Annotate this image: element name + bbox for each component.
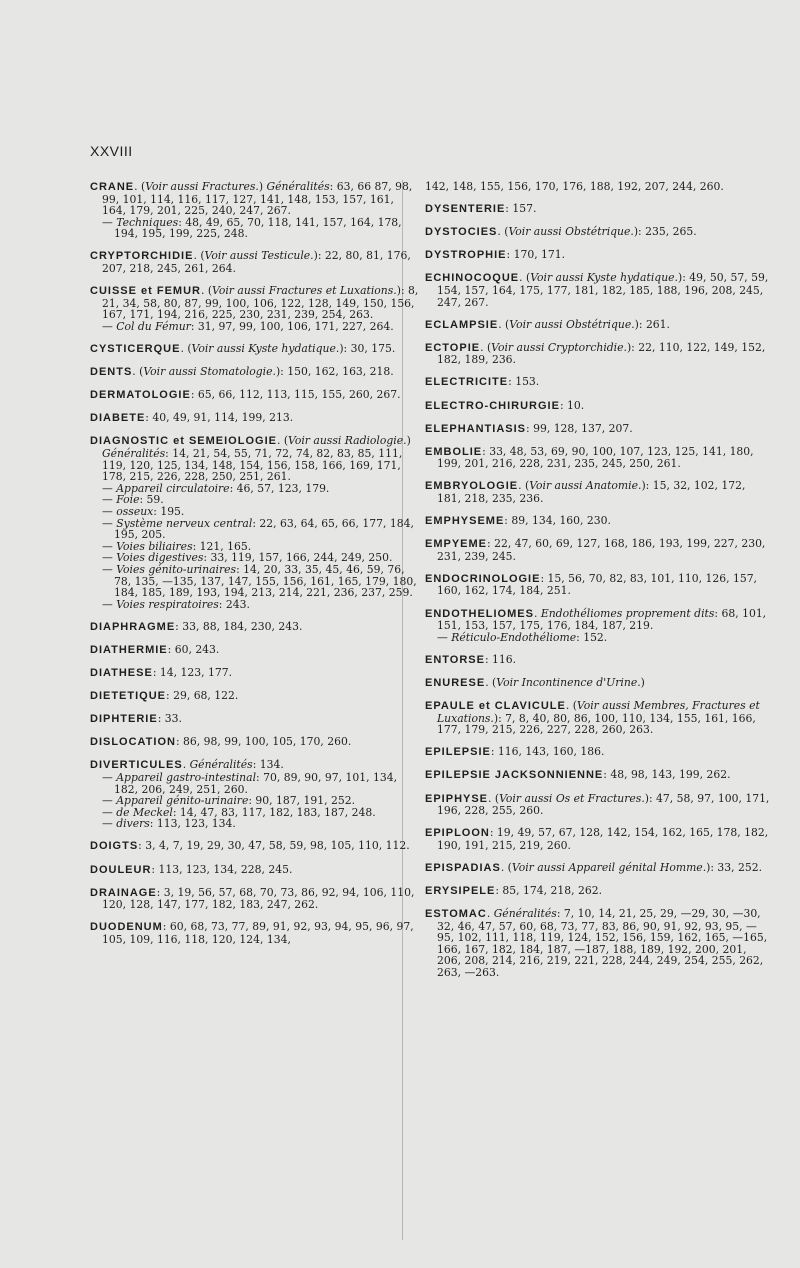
index-references: . (Voir aussi Fractures.) Généralités: 63, 66 87, 98, 99, 101, 114, 116, 117, 127, 141, 148, 153, 157, 161, 164, 179, 201, 225, 240, 247, 267. (102, 180, 413, 218)
index-references: : 48, 98, 143, 199, 262. (603, 768, 731, 782)
index-entry (425, 376, 770, 389)
index-references: . (Voir aussi Cryptorchidie.): 22, 110, 122, 149, 152, 182, 189, 236. (437, 340, 766, 367)
index-subentry: — Appareil génito-urinaire: 90, 187, 191, 252. (102, 794, 355, 808)
index-entry-main (425, 907, 770, 980)
index-entry (90, 389, 420, 402)
index-entry (90, 412, 420, 425)
index-headword: DYSENTERIE (425, 203, 506, 216)
index-references: . (Voir Incontinence d'Urine.) (485, 675, 645, 689)
index-headword: DIETETIQUE (90, 690, 167, 703)
index-references: : 19, 49, 57, 67, 128, 142, 154, 162, 165, 178, 182, 190, 191, 215, 219, 260. (437, 826, 769, 852)
index-subentry: — Voies génito-urinaires: 14, 20, 33, 35, 45, 46, 59, 76, 78, 135, —135, 137, 147, 155, 156, 161, 165, 179, 180, 184, 185, 189, 193, 194, 213, 214, 221, 236, 237, 259. (102, 562, 417, 600)
index-headword: CRYPTORCHIDIE (90, 250, 194, 263)
index-subentry: — osseux: 195. (102, 504, 185, 518)
index-headword: EPILEPSIE (425, 746, 491, 759)
index-entry (425, 908, 770, 979)
index-entry (90, 713, 420, 726)
index-headword: DIATHERMIE (90, 643, 168, 656)
index-entry (425, 203, 770, 216)
index-references: 142, 148, 155, 156, 170, 176, 188, 192, 207, 244, 260. (425, 180, 724, 193)
index-references: . Généralités: 7, 10, 14, 21, 25, 29, —29, 30, —30, 32, 46, 47, 57, 60, 68, 73, 77, 83, 86, 90, 91, 92, 93, 95, —95, 102, 111, 118, 119, 124, 152, 156, 159, 162, 165, —165, 166, 167, 182, 184, 187, —187, 188, 189, 192, 200, 201, 206, 208, 214, 216, 219, 221, 228, 244, 249, 254, 255, 262, 263, —263. (437, 907, 768, 980)
index-references: . Généralités: 134. (182, 758, 284, 772)
index-references: . (Voir aussi Os et Fractures.): 47, 58, 97, 100, 171, 196, 228, 255, 260. (437, 791, 770, 818)
index-references: . (Voir aussi Stomatologie.): 150, 162, 163, 218. (132, 365, 394, 379)
index-entry-main (425, 860, 770, 875)
index-entry (425, 319, 770, 332)
index-headword: DYSTROPHIE (425, 249, 507, 262)
index-entry (90, 250, 420, 274)
index-references: . (Voir aussi Kyste hydatique.): 49, 50, 57, 59, 154, 157, 164, 175, 177, 181, 182, 185, 188, 196, 208, 245, 247, 267. (437, 271, 769, 309)
index-entry (425, 181, 770, 193)
index-headword: DRAINAGE (90, 886, 157, 899)
index-entry (425, 480, 770, 504)
index-references: : 3, 19, 56, 57, 68, 70, 73, 86, 92, 94, 106, 110, 120, 128, 147, 177, 182, 183, 247, 262. (102, 885, 415, 912)
index-entry-main (90, 249, 420, 276)
index-subentry: — Appareil circulatoire: 46, 57, 123, 179. (102, 481, 330, 495)
index-entry-main (425, 514, 770, 528)
index-headword: EMPYEME (425, 538, 488, 551)
index-references: : 85, 174, 218, 262. (495, 883, 602, 897)
index-references: : 29, 68, 122. (166, 689, 239, 703)
index-references: : 113, 123, 134, 228, 245. (151, 862, 293, 876)
index-entry-main (425, 883, 770, 898)
index-entry-main (425, 826, 770, 852)
index-headword: ENTORSE (425, 653, 485, 666)
index-entry (425, 515, 770, 528)
index-references: : 33, 88, 184, 230, 243. (175, 619, 303, 633)
index-entry (425, 746, 770, 759)
index-subentry: — Voies respiratoires: 243. (102, 597, 250, 611)
column-divider (402, 180, 403, 1240)
index-entry-main (425, 791, 770, 818)
index-entry (90, 285, 420, 332)
index-entry-main (90, 839, 420, 853)
index-entry (425, 249, 770, 262)
index-entry-main (90, 666, 420, 680)
index-headword: EPISPADIAS (425, 861, 501, 874)
index-references: : 157. (505, 202, 537, 216)
index-headword: EPIPLOON (425, 827, 490, 840)
index-references: : 33. (157, 712, 182, 726)
index-headword: DENTS (90, 366, 133, 379)
index-subentry: — Techniques: 48, 49, 65, 70, 118, 141, 157, 164, 178, 194, 195, 199, 225, 248. (102, 215, 402, 241)
index-entry (425, 827, 770, 851)
index-references: . (Voir aussi Kyste hydatique.): 30, 175. (180, 342, 396, 356)
index-headword: DUODENUM (90, 921, 163, 934)
index-references: . (Voir aussi Testicule.): 22, 80, 81, 176, 207, 218, 245, 261, 264. (102, 249, 411, 276)
index-subentry: — Voies digestives: 33, 119, 157, 166, 244, 249, 250. (102, 551, 393, 565)
index-entry (90, 921, 420, 945)
index-entry-main (425, 479, 770, 505)
index-headword: DYSTOCIES (425, 226, 498, 239)
index-headword: DIPHTERIE (90, 713, 158, 726)
index-headword: EPILEPSIE JACKSONNIENNE (425, 769, 604, 782)
index-headword: EPIPHYSE (425, 792, 489, 805)
index-entry (425, 654, 770, 667)
index-entry (425, 400, 770, 413)
index-entry-main (90, 342, 420, 356)
index-entry-main (90, 411, 420, 425)
index-entry (90, 690, 420, 703)
index-entry (425, 885, 770, 898)
index-references: . (Voir aussi Obstétrique.): 261. (498, 317, 670, 331)
index-headword: ECTOPIE (425, 341, 481, 354)
index-entry-main (90, 689, 420, 703)
index-references: . (Voir aussi Obstétrique.): 235, 265. (497, 225, 697, 239)
index-headword: EMBRYOLOGIE (425, 480, 519, 493)
index-entry-main (425, 421, 770, 436)
index-entry-main (425, 271, 770, 309)
index-headword: ECHINOCOQUE (425, 272, 520, 285)
index-references: : 170, 171. (506, 248, 566, 262)
index-headword: ENDOTHELIOMES (425, 607, 534, 620)
index-headword: ENURESE (425, 676, 486, 689)
index-headword: DIVERTICULES (90, 759, 183, 772)
index-headword: DOIGTS (90, 840, 139, 853)
index-entry-main (90, 862, 420, 877)
index-entry (90, 366, 420, 379)
index-entry (90, 759, 420, 830)
index-references: : 116, 143, 160, 186. (490, 745, 605, 759)
index-entry-main (425, 652, 770, 667)
index-entry (425, 793, 770, 817)
index-entry (425, 226, 770, 239)
index-entry-main (425, 202, 770, 216)
index-references: : 99, 128, 137, 207. (526, 421, 633, 435)
index-entry (425, 423, 770, 436)
index-subentry: — de Meckel: 14, 47, 83, 117, 182, 183, 187, 248. (102, 805, 376, 819)
index-references: . (Voir aussi Appareil génital Homme.): 33, 252. (500, 860, 763, 874)
index-headword: EMPHYSEME (425, 515, 505, 528)
index-entry (425, 342, 770, 366)
index-entry-main (90, 434, 420, 484)
index-references: : 153. (508, 375, 540, 389)
index-entry (425, 608, 770, 644)
index-entry-main (425, 180, 770, 193)
index-entry-main (425, 340, 770, 367)
index-references: : 40, 49, 91, 114, 199, 213. (145, 411, 294, 425)
index-headword: CRANE (90, 181, 135, 193)
index-entry-main (90, 712, 420, 726)
index-references: : 10. (559, 398, 585, 412)
index-entry-main (90, 735, 420, 749)
index-entry-main (425, 375, 770, 389)
index-entry (90, 840, 420, 853)
index-entry (90, 181, 420, 240)
index-entry (90, 343, 420, 356)
index-entry-main (425, 537, 770, 563)
index-entry-main (425, 248, 770, 262)
index-headword: EPAULE et CLAVICULE (425, 700, 566, 713)
index-subentry: — Col du Fémur: 31, 97, 99, 100, 106, 171, 227, 264. (102, 319, 394, 333)
index-column-left (90, 181, 420, 956)
index-headword: CYSTICERQUE (90, 343, 181, 356)
index-entry-main (425, 571, 770, 598)
index-headword: DERMATOLOGIE (90, 389, 191, 402)
index-entry (425, 677, 770, 690)
index-headword: DIAGNOSTIC et SEMEIOLOGIE (90, 435, 277, 448)
index-headword: EMBOLIE (425, 445, 483, 458)
index-references: : 15, 56, 70, 82, 83, 101, 110, 126, 157, 160, 162, 174, 184, 251. (437, 571, 757, 598)
index-entry-main (90, 885, 420, 912)
index-subentry: — Foie: 59. (102, 493, 164, 507)
index-entry-main (90, 365, 420, 379)
index-entry-main (90, 642, 420, 657)
index-references: : 33, 48, 53, 69, 90, 100, 107, 123, 125, 141, 180, 199, 201, 216, 228, 231, 235, 245, 250, 261. (437, 444, 754, 471)
index-entry (425, 700, 770, 736)
index-entry (90, 887, 420, 911)
index-references: : 60, 68, 73, 77, 89, 91, 92, 93, 94, 95, 96, 97, 105, 109, 116, 118, 120, 124, 134, (102, 920, 414, 946)
index-subentry: — Réticulo-Endothéliome: 152. (437, 630, 608, 644)
index-entry-main (90, 619, 420, 634)
index-references: : 3, 4, 7, 19, 29, 30, 47, 58, 59, 98, 105, 110, 112. (138, 839, 410, 853)
index-entry (425, 769, 770, 782)
index-entry-main (425, 317, 770, 332)
index-entry-main (425, 225, 770, 239)
index-headword: ELECTRO-CHIRURGIE (425, 399, 560, 412)
index-column-right (425, 181, 770, 989)
index-headword: DISLOCATION (90, 736, 176, 749)
index-headword: ELECTRICITE (425, 376, 509, 389)
index-headword: DIAPHRAGME (90, 620, 176, 633)
index-entry-main (90, 920, 420, 946)
index-headword: ELEPHANTIASIS (425, 422, 527, 435)
index-headword: DOULEUR (90, 863, 152, 876)
index-subentry: — Système nerveux central: 22, 63, 64, 65, 66, 177, 184, 195, 205. (102, 516, 414, 542)
index-references: : 89, 134, 160, 230. (504, 514, 611, 528)
index-headword: DIABETE (90, 412, 146, 425)
index-subentry: — Appareil gastro-intestinal: 70, 89, 90, 97, 101, 134, 182, 206, 249, 251, 260. (102, 770, 398, 796)
index-subentry: — divers: 113, 123, 134. (102, 817, 236, 831)
index-references: : 86, 98, 99, 100, 105, 170, 260. (175, 735, 352, 749)
index-references: : 60, 243. (167, 642, 220, 656)
index-headword: ECLAMPSIE (425, 318, 499, 331)
index-references: : 116. (484, 652, 517, 666)
index-entry (425, 538, 770, 562)
index-entry-main (90, 284, 420, 322)
index-entry (90, 864, 420, 877)
index-entry (90, 644, 420, 657)
index-entry (90, 435, 420, 610)
index-headword: ERYSIPELE (425, 884, 496, 897)
index-references: . (Voir aussi Membres, Fractures et Luxations.): 7, 8, 40, 80, 86, 100, 110, 134, 155, 161, 166, 177, 179, 215, 226, 227, 228, 260, 263. (437, 699, 760, 737)
index-entry-main (425, 768, 770, 782)
index-references: . (Voir aussi Fractures et Luxations.): 8, 21, 34, 58, 80, 87, 99, 100, 106, 122, 128, 149, 150, 156, 167, 171, 194, 216, 225, 230, 231, 239, 254, 263. (102, 284, 419, 322)
index-references: : 22, 47, 60, 69, 127, 168, 186, 193, 199, 227, 230, 231, 239, 245. (437, 537, 766, 563)
index-references: : 14, 123, 177. (152, 666, 232, 679)
index-subentry: — Voies biliaires: 121, 165. (102, 539, 252, 553)
index-entry (90, 736, 420, 749)
index-entry (425, 573, 770, 597)
index-entry (90, 621, 420, 634)
index-entry-main (425, 606, 770, 633)
index-entry-main (90, 388, 420, 402)
index-references: . (Voir aussi Radiologie.) Généralités: 14, 21, 54, 55, 71, 72, 74, 82, 83, 85, 111, 119, 120, 125, 134, 148, 154, 156, 158, 166, 169, 171, 178, 215, 226, 228, 250, 251, 261. (102, 434, 411, 484)
index-entry-main (425, 675, 770, 690)
index-entry-main (425, 745, 770, 759)
index-headword: ESTOMAC (425, 908, 487, 921)
index-headword: CUISSE et FEMUR (90, 285, 201, 298)
index-entry (425, 862, 770, 875)
index-headword: DIATHESE (90, 667, 153, 679)
index-entry-main (425, 699, 770, 737)
index-entry-main (425, 444, 770, 471)
index-references: . Endothéliomes proprement dits: 68, 101, 151, 153, 157, 175, 176, 184, 187, 219. (437, 606, 767, 633)
index-references: : 65, 66, 112, 113, 115, 155, 260, 267. (190, 388, 401, 402)
index-entry-main (90, 180, 420, 218)
index-entry (90, 667, 420, 680)
index-entry (425, 446, 770, 470)
index-references: . (Voir aussi Anatomie.): 15, 32, 102, 172, 181, 218, 235, 236. (437, 479, 746, 505)
index-entry-main (425, 398, 770, 413)
page-number: XXVIII (90, 143, 133, 159)
index-entry (425, 272, 770, 308)
index-headword: ENDOCRINOLOGIE (425, 572, 541, 585)
